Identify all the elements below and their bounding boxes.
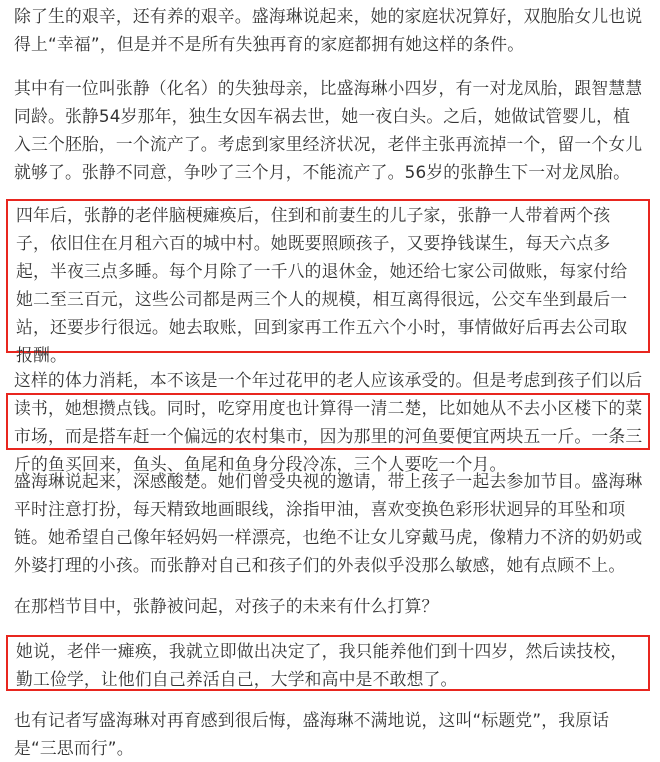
paragraph-1: 除了生的艰辛，还有养的艰辛。盛海琳说起来，她的家庭状况算好，双胞胎女儿也说得上“幸福”，但是并不是所有失独再育的家庭都拥有她这样的条件。 [14, 6, 643, 54]
paragraph-8: 也有记者写盛海琳对再育感到很后悔，盛海琳不满地说，这叫“标题党”，我原话是“三思而行”。 [14, 710, 610, 758]
paragraph-3-highlighted: 四年后，张静的老伴脑梗瘫痪后，住到和前妻生的儿子家，张静一人带着两个孩子，依旧住在月租六百的城中村。她既要照顾孩子，又要挣钱谋生，每天六点多起，半夜三点多睡。每个月除了一千八的退休金，她还给七家公司做账，每家付给她二至三百元，这些公司都是两三个人的规模，相互离得很远，公交车坐到最后一站，还要步行很远。她去取账，回到家再工作五六个小时，事情做好后再去公司取报酬。 [6, 199, 650, 353]
paragraph-5: 盛海琳说起来，深感酸楚。她们曾受央视的邀请，带上孩子一起去参加节目。盛海琳平时注意打扮，每天精致地画眼线，涂指甲油，喜欢变换色彩形状迥异的耳坠和项链。她希望自己像年轻妈妈一样漂亮，也绝不让女儿穿戴马虎，像精力不济的奶奶或外婆打理的小孩。而张静对自己和孩子们的外表似乎没那么敏感，她有点顾不上。 [14, 471, 643, 575]
paragraph-6: 在那档节目中，张静被问起，对孩子的未来有什么打算？ [14, 596, 439, 616]
paragraph-7-highlighted: 她说，老伴一瘫痪，我就立即做出决定了，我只能养他们到十四岁，然后读技校，勤工俭学，让他们自己养活自己，大学和高中是不敢想了。 [6, 635, 650, 691]
paragraph-2: 其中有一位叫张静（化名）的失独母亲，比盛海琳小四岁，有一对龙凤胎，跟智慧慧同龄。张静54岁那年，独生女因车祸去世，她一夜白头。之后，她做试管婴儿，植入三个胚胎，一个流产了。考虑到家里经济状况，老伴主张再流掉一个，留一个女儿就够了。张静不同意，争吵了三个月，不能流产了。56岁的张静生下一对龙凤胎。 [14, 78, 643, 182]
paragraph-4: 这样的体力消耗，本不该是一个年过花甲的老人应该承受的。但是考虑到孩子们以后读书，她想攒点钱。同时，吃穿用度也计算得一清二楚，比如她从不去小区楼下的菜市场，而是搭车赶一个偏远的农村集市，因为那里的河鱼要便宜两块五一斤。一条三斤的鱼买回来，鱼头、鱼尾和鱼身分段冷冻，三个人要吃一个月。 [14, 370, 643, 474]
